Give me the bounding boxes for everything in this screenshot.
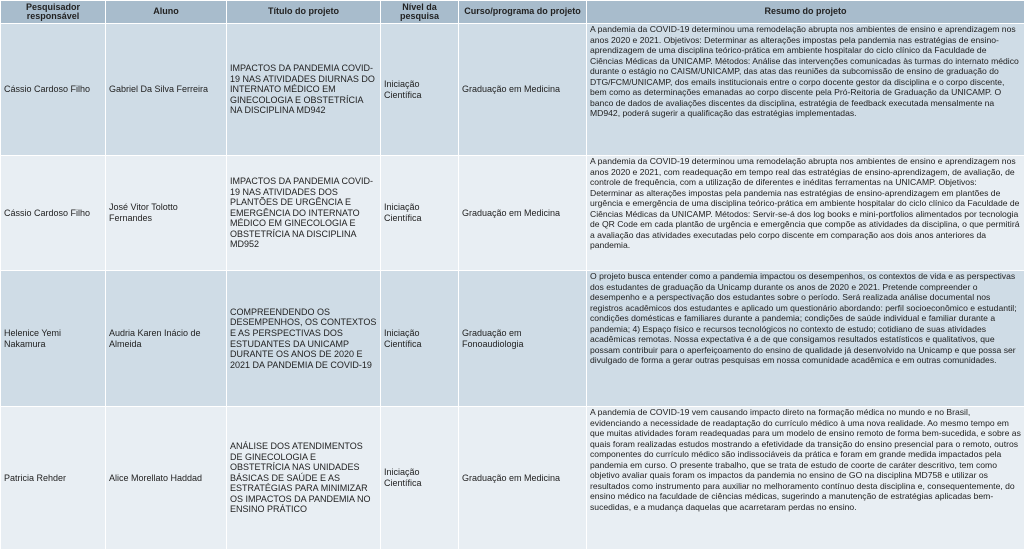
table-row	[1, 24, 1024, 156]
cell-aluno: José Vitor Tolotto Fernandes	[106, 156, 227, 271]
header-row	[1, 1, 1024, 24]
cell-resumo: O projeto busca entender como a pandemia impactou os desempenhos, os contextos de vida e as perspectivas dos estudantes de graduação da Unicamp durante os anos de 2020 e 2021. Pretende compreender o desempenho e a perspectivação dos estudantes sobre o período. Será realizada análise documental nos registros acadêmicos dos estudantes e aplicado um questionário abordando: perfil socioeconômico e estudantil; condições domésticas e familiares durante a pandemia; condições de saúde individual e familiar durante a pandemia; 4) Espaço físico e recursos tecnológicos no contexto de estudo; cotidiano de suas atividades acadêmicas remotas. Nossa expectativa é a de que consigamos resultados estatísticos e qualitativos, que possam contribuir para o aperfeiçoamento do ensino de qualidade já desenvolvido na Unicamp e que possa ser divulgado de forma a gerar outras pesquisas em nossa comunidade acadêmica e em outras comunidades.	[587, 271, 1024, 407]
cell-pesquisador: Helenice Yemi Nakamura	[1, 271, 106, 407]
cell-curso: Graduação em Medicina	[459, 24, 587, 156]
cell-aluno: Alice Morellato Haddad	[106, 407, 227, 550]
header-nivel: Nível da pesquisa	[381, 1, 459, 24]
cell-resumo: A pandemia da COVID-19 determinou uma remodelação abrupta nos ambientes de ensino e aprendizagem nos anos 2020 e 2021. Objetivos: Determinar as alterações impostas pela pandemia nas estratégias de ensino-aprendizagem de uma disciplina teórico-prática em ambiente hospitalar do ciclo clínico da Faculdade de Ciências Médicas da UNICAMP. Métodos: Análise das intervenções comunicadas às turmas do internato médico durante o estágio no CAISM/UNICAMP, das atas das reuniões da subcomissão de ensino de graduação do DTG/FCM/UNICAMP, dos emails institucionais entre o corpo docente gestor da disciplina e o corpo discente, bem como as determinações emanadas ao corpo discente pela Pró-Reitoria de Graduação da UNICAMP. O banco de dados de avaliações discentes da disciplina, estratégia de feedback executada mensalmente na MD942, poderá sugerir a qualificação das estratégias implementadas.	[587, 24, 1024, 156]
cell-nivel: Iniciação Científica	[381, 271, 459, 407]
cell-titulo: COMPREENDENDO OS DESEMPENHOS, OS CONTEXTOS E AS PERSPECTIVAS DOS ESTUDANTES DA UNICAMP DURANTE OS ANOS DE 2020 E 2021 DA PANDEMIA DE COVID-19	[227, 271, 381, 407]
table-row	[1, 156, 1024, 271]
header-aluno: Aluno	[106, 1, 227, 24]
header-resumo: Resumo do projeto	[587, 1, 1024, 24]
cell-curso: Graduação em Medicina	[459, 156, 587, 271]
table-row	[1, 407, 1024, 550]
cell-resumo: A pandemia de COVID-19 vem causando impacto direto na formação médica no mundo e no Brasil, evidenciando a necessidade de readaptação do currículo médico à uma nova realidade. Ao mesmo tempo em que muitas atividades foram readequadas para um modelo de ensino remoto de forma bem-sucedida, e sobre as quais foram realizadas estudos mostrando a efetividade da transição do ensino presencial para o remoto, outros componentes do currículo médico são indissociáveis da prática e foram em grande medida impactados pela pandemia em curso. O presente trabalho, que se trata de estudo de coorte de caráter descritivo, tem como objetivo avaliar quais foram os impactos da pandemia no ensino de GO na disciplina MD758 e utilizar os resultados como instrumento para auxiliar no melhoramento contínuo desta disciplina e, consequentemente, do ensino médico na faculdade de ciências médicas, sugerindo a manutenção de estratégias aplicadas bem-sucedidas, e a mudança daquelas que acarretaram perdas no ensino.	[587, 407, 1024, 550]
header-curso: Curso/programa do projeto	[459, 1, 587, 24]
cell-aluno: Gabriel Da Silva Ferreira	[106, 24, 227, 156]
cell-titulo: IMPACTOS DA PANDEMIA COVID-19 NAS ATIVIDADES DIURNAS DO INTERNATO MÉDICO EM GINECOLOGIA E OBSTETRÍCIA NA DISCIPLINA MD942	[227, 24, 381, 156]
cell-pesquisador: Cássio Cardoso Filho	[1, 156, 106, 271]
cell-nivel: Iniciação Científica	[381, 24, 459, 156]
header-pesquisador: Pesquisador responsável	[1, 1, 106, 24]
cell-titulo: IMPACTOS DA PANDEMIA COVID-19 NAS ATIVIDADES DOS PLANTÕES DE URGÊNCIA E EMERGÊNCIA DO INTERNATO MÉDICO EM GINECOLOGIA E OBSTETRÍCIA NA DISCIPLINA MD952	[227, 156, 381, 271]
cell-nivel: Iniciação Científica	[381, 156, 459, 271]
table-row	[1, 271, 1024, 407]
cell-titulo: ANÁLISE DOS ATENDIMENTOS DE GINECOLOGIA E OBSTETRÍCIA NAS UNIDADES BÁSICAS DE SAÚDE E AS ESTRATÉGIAS PARA MINIMIZAR OS IMPACTOS DA PANDEMIA NO ENSINO PRÁTICO	[227, 407, 381, 550]
cell-pesquisador: Patricia Rehder	[1, 407, 106, 550]
cell-curso: Graduação em Medicina	[459, 407, 587, 550]
cell-aluno: Audria Karen Inácio de Almeida	[106, 271, 227, 407]
cell-curso: Graduação em Fonoaudiologia	[459, 271, 587, 407]
cell-nivel: Iniciação Científica	[381, 407, 459, 550]
header-titulo: Título do projeto	[227, 1, 381, 24]
cell-pesquisador: Cássio Cardoso Filho	[1, 24, 106, 156]
cell-resumo: A pandemia da COVID-19 determinou uma remodelação abrupta nos ambientes de ensino e aprendizagem nos anos 2020 e 2021, com readequação em tempo real das estratégias de ensino-aprendizagem, de avaliação, de controle de frequência, com a utilização de diferentes e inéditas ferramentas na UNICAMP. Objetivos: Determinar as alterações impostas pela pandemia nas estratégias de ensino-aprendizagem em plantões de urgência e emergência de uma disciplina teórico-prática em ambiente hospitalar do ciclo clínico da Faculdade de Ciências Médicas da UNICAMP. Métodos: Servir-se-á dos log books e mini-portfolios alimentados por tecnologia de QR Code em cada plantão de urgência e emergência que compõe as atividades da disciplina, o que permitirá a avaliação das atividades executadas pelo corpo discente em comparação aos dois anos anteriores da pandemia.	[587, 156, 1024, 271]
